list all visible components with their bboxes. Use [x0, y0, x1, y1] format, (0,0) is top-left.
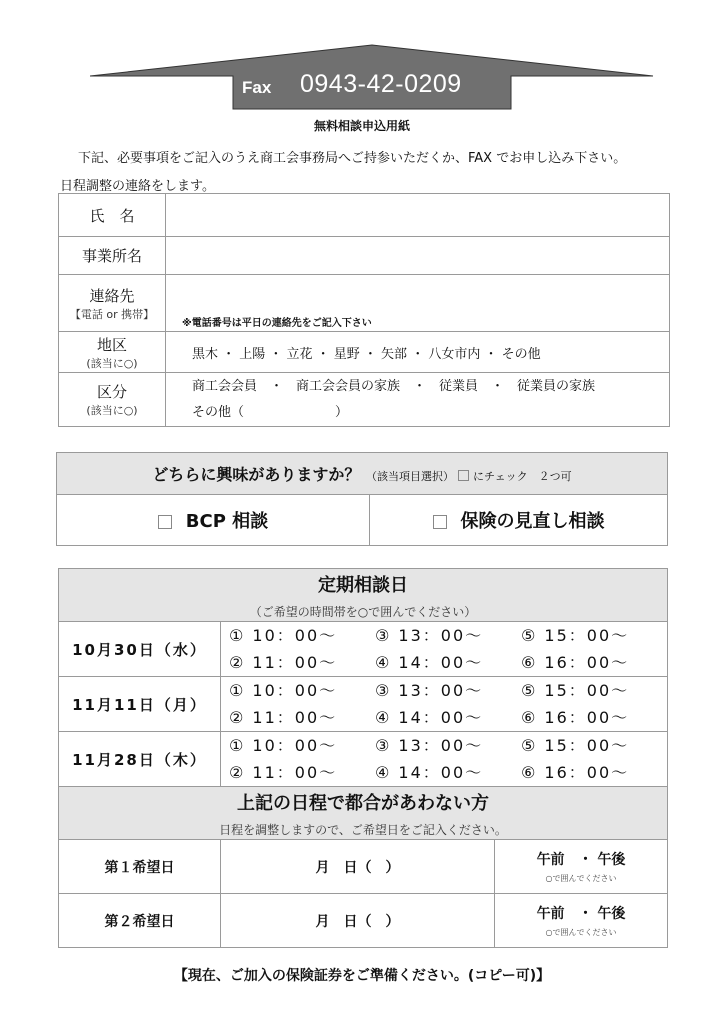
interest-hint-2: にチェック ２つ可 [472, 470, 572, 483]
schedule-date: 11月28日（木） [59, 732, 221, 787]
fax-number: 0943-42-0209 [300, 70, 462, 98]
name-field[interactable] [166, 194, 670, 237]
time-slots[interactable] [221, 622, 668, 677]
contact-label-cell [59, 275, 166, 332]
second-choice-date-field[interactable]: 月 日（ ） [221, 894, 495, 948]
schedule-table [58, 568, 668, 948]
time-slot[interactable]: ① 10：00～ [229, 626, 338, 645]
second-choice-ampm[interactable] [495, 894, 668, 948]
schedule-date: 11月11日（月） [59, 677, 221, 732]
schedule-title: 定期相談日 [318, 574, 408, 596]
time-slots[interactable] [221, 732, 668, 787]
interest-question: どちらに興味がありますか？ [152, 465, 361, 484]
form-title: 無料相談申込用紙 [313, 119, 410, 133]
name-label: 氏 名 [59, 194, 166, 237]
category-options-cell[interactable] [166, 373, 670, 427]
interest-header [57, 453, 668, 495]
schedule-date: 10月30日（水） [59, 622, 221, 677]
footer-notice: 【現在、ご加入の保険証券をご準備ください。(コピー可)】 [173, 968, 551, 984]
second-choice-label: 第２希望日 [59, 894, 221, 948]
schedule-header [59, 569, 668, 622]
time-slot[interactable]: ⑤ 15：00～ [521, 681, 630, 700]
ampm-note: ○で囲んでください [545, 874, 617, 883]
first-choice-label: 第１希望日 [59, 840, 221, 894]
alternative-title: 上記の日程で都合があわない方 [237, 792, 489, 814]
time-slot[interactable]: ⑥ 16：00～ [521, 708, 630, 727]
ampm-note: ○で囲んでください [545, 928, 617, 937]
contact-field[interactable] [166, 275, 670, 332]
time-slot[interactable]: ③ 13：00～ [375, 681, 484, 700]
applicant-info-table [58, 193, 670, 427]
category-label: 区分 [96, 383, 127, 401]
category-other[interactable]: その他（ ） [192, 404, 349, 420]
time-slot[interactable]: ④ 14：00～ [375, 653, 484, 672]
contact-label: 連絡先 [89, 286, 135, 305]
alternative-note: 日程を調整しますので、ご希望日をご記入ください。 [219, 822, 507, 837]
intro-line-2: 日程調整の連絡をします。 [60, 179, 215, 194]
time-slot[interactable]: ② 11：00～ [229, 653, 338, 672]
option-bcp-label: BCP 相談 [185, 511, 269, 532]
bcp-checkbox[interactable] [158, 515, 172, 529]
time-slot[interactable]: ⑥ 16：00～ [521, 653, 630, 672]
time-slots[interactable] [221, 677, 668, 732]
first-choice-ampm[interactable] [495, 840, 668, 894]
intro-line-1: 下記、必要事項をご記入のうえ商工会事務局へご持参いただくか、FAX でお申し込み下さい。 [78, 151, 627, 166]
time-slot[interactable]: ① 10：00～ [229, 736, 338, 755]
interest-table [56, 452, 668, 546]
interest-hint: （該当項目選択） [365, 470, 454, 483]
category-sublabel: (該当に○) [86, 404, 138, 417]
category-label-cell [59, 373, 166, 427]
office-field[interactable] [166, 237, 670, 275]
time-slot[interactable]: ④ 14：00～ [375, 708, 484, 727]
alternative-header [59, 787, 668, 840]
time-slot[interactable]: ⑥ 16：00～ [521, 763, 630, 782]
time-slot[interactable]: ③ 13：00～ [375, 626, 484, 645]
time-slot[interactable]: ① 10：00～ [229, 681, 338, 700]
option-bcp[interactable] [57, 495, 370, 546]
area-label-cell [59, 332, 166, 373]
option-insurance-label: 保険の見直し相談 [460, 511, 605, 532]
contact-note: ※電話番号は平日の連絡先をご記入下さい [182, 318, 372, 329]
category-options[interactable]: 商工会会員 ・ 商工会会員の家族 ・ 従業員 ・ 従業員の家族 [192, 378, 596, 394]
time-slot[interactable]: ④ 14：00～ [375, 763, 484, 782]
option-insurance[interactable] [370, 495, 668, 546]
ampm-options[interactable]: 午前 ・ 午後 [536, 906, 626, 922]
schedule-note: （ご希望の時間帯を○で囲んでください） [249, 604, 477, 619]
fax-label: Fax [242, 78, 272, 97]
first-choice-date-field[interactable]: 月 日（ ） [221, 840, 495, 894]
time-slot[interactable]: ⑤ 15：00～ [521, 736, 630, 755]
area-options[interactable]: 黒木 ・ 上陽 ・ 立花 ・ 星野 ・ 矢部 ・ 八女市内 ・ その他 [166, 332, 670, 373]
time-slot[interactable]: ② 11：00～ [229, 763, 338, 782]
area-label: 地区 [96, 335, 127, 354]
office-label: 事業所名 [59, 237, 166, 275]
contact-sublabel: 【電話 or 携帯】 [69, 307, 155, 321]
time-slot[interactable]: ③ 13：00～ [375, 736, 484, 755]
ampm-options[interactable]: 午前 ・ 午後 [536, 852, 626, 868]
checkbox-icon [458, 470, 469, 481]
insurance-checkbox[interactable] [433, 515, 447, 529]
time-slot[interactable]: ② 11：00～ [229, 708, 338, 727]
time-slot[interactable]: ⑤ 15：00～ [521, 626, 630, 645]
area-sublabel: (該当に○) [86, 356, 138, 370]
